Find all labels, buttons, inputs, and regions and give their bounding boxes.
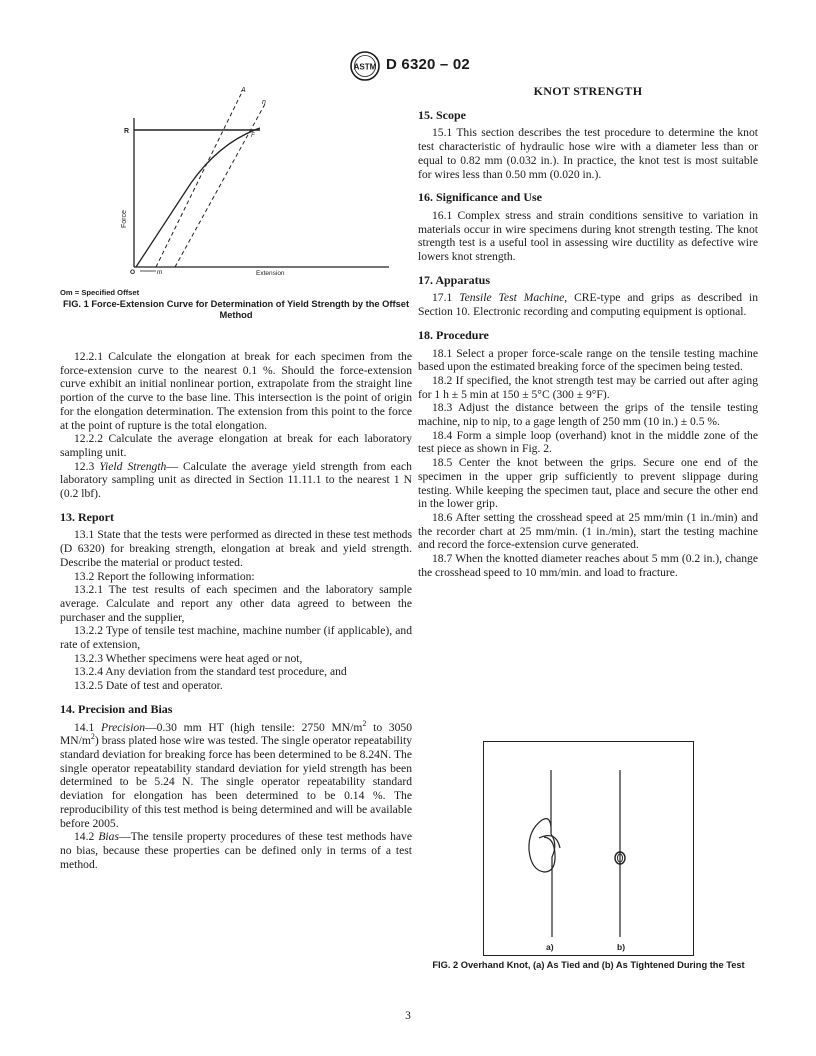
figure-1 <box>60 80 412 330</box>
paragraph-18-5: 18.5 Center the knot between the grips. Secure one end of the specimen in the upper grip sufficiently to prevent slippage during testing. While keeping the specimen taut, place and secure the other end in the lower grip. <box>418 456 758 511</box>
force-extension-curve <box>136 128 260 267</box>
figure-1-note: Om = Specified Offset <box>60 288 140 297</box>
section-15-heading: 15. Scope <box>418 107 466 122</box>
paragraph-17-1: 17.1 Tensile Test Machine, CRE-type and grips as described in Section 10. Electronic recording and computing equipment is optional. <box>418 291 758 319</box>
paragraph-14-2: 14.2 Bias—The tensile property procedures of these test methods have no bias, because these properties can be defined only in terms of a test method. <box>60 830 412 871</box>
label-a: A <box>241 87 246 94</box>
standard-designation: D 6320 – 02 <box>386 56 470 73</box>
paragraph-18-6: 18.6 After setting the crosshead speed at 25 mm/min (1 in./min) and the recorder chart at 25 mm/min. (1 in./min), start the testing machine and record the force-extension curve generated. <box>418 510 758 552</box>
label-r: R <box>124 128 130 135</box>
document-header <box>0 50 816 84</box>
paragraph-16-1: 16.1 Complex stress and strain conditions sensitive to variation in materials occur in wire specimens during knot strength testing. The knot strength test is a useful tool in assessing wire ductility as defective wire lowers knot strength. <box>418 208 758 264</box>
paragraph-12-2-2: 12.2.2 Calculate the average elongation at break for each laboratory sampling unit. <box>60 432 412 459</box>
paragraph-18-1: 18.1 Select a proper force-scale range on the tensile testing machine based upon the estimated breaking force of the specimen being tested. <box>418 346 758 374</box>
section-17-heading: 17. Apparatus <box>418 272 491 287</box>
label-f: F <box>251 133 255 139</box>
force-extension-plot <box>60 80 412 310</box>
section-18-heading: 18. Procedure <box>418 327 489 342</box>
label-a-knot: a) <box>546 942 554 952</box>
paragraph-13-2-4: 13.2.4 Any deviation from the standard test procedure, and <box>74 665 347 679</box>
left-column <box>60 80 412 871</box>
overhand-knot-drawing <box>484 742 693 955</box>
offset-line-n <box>175 104 265 267</box>
section-13-heading: 13. Report <box>60 509 114 524</box>
loose-knot-loop <box>539 836 560 848</box>
label-b-knot: b) <box>617 942 626 952</box>
paragraph-18-7: 18.7 When the knotted diameter reaches about 5 mm (0.2 in.), change the crosshead speed to 10 mm/min. and load to fracture. <box>418 552 758 579</box>
section-16-heading: 16. Significance and Use <box>418 190 543 205</box>
right-column <box>418 85 758 580</box>
loose-knot-tail <box>551 834 555 937</box>
paragraph-18-3: 18.3 Adjust the distance between the grips of the tensile testing machine, nip to nip, to a gage length of 250 mm (10 in.) ± 0.5 %. <box>418 401 758 429</box>
paragraph-13-2-1: 13.2.1 The test results of each specimen and the laboratory sample average. Calculate and report any other data agreed to between the purchaser and the supplier, <box>60 583 412 624</box>
paragraph-18-2: 18.2 If specified, the knot strength test may be carried out after aging for 1 h ± 5 min at 150 ± 5°C (300 ± 9°F). <box>418 373 758 401</box>
figure-1-caption: FIG. 1 Force-Extension Curve for Determination of Yield Strength by the Offset Method <box>62 299 410 320</box>
paragraph-14-1: 14.1 Precision—0.30 mm HT (high tensile: 2750 $MN/m^2$ to 3050 $MN/m^2$) brass plated hose wire was tested. The single operator repeatability standard deviation for breaking force has been determined to be 8.24N. The single operator repeatability standard deviation for yield strength has been determined to be 5.24 N. The single operator repeatability standard deviation for elongation has been determined to be 0.14 %. The reproducibility of this test method is being determined and will be available before 2005. <box>60 718 412 830</box>
paragraph-13-2-3: 13.2.3 Whether specimens were heat aged or not, <box>74 651 303 665</box>
label-n: n <box>262 99 266 106</box>
paragraph-13-1: 13.1 State that the tests were performed as directed in these test methods (D 6320) for breaking strength, elongation at break and yield strength. Describe the material or product tested. <box>60 528 412 569</box>
label-o: O <box>130 269 136 276</box>
section-14-heading: 14. Precision and Bias <box>60 701 173 716</box>
svg-text:ASTM: ASTM <box>353 62 377 72</box>
paragraph-12-3: 12.3 Yield Strength— Calculate the average yield strength from each laboratory sampling unit as directed in Section 11.11.1 to the nearest 1 N (0.2 lbf). <box>60 459 412 501</box>
paragraph-13-2: 13.2 Report the following information: <box>74 569 255 583</box>
label-m: m <box>157 269 163 276</box>
loose-knot-strand <box>529 770 555 872</box>
paragraph-13-2-2: 13.2.2 Type of tensile test machine, machine number (if applicable), and rate of extension, <box>60 624 412 652</box>
figure-2-caption: FIG. 2 Overhand Knot, (a) As Tied and (b) As Tightened During the Test <box>432 960 745 970</box>
paragraph-15-1: 15.1 This section describes the test procedure to determine the knot test characteristic of hydraulic hose wire with a diameter less than or equal to 0.82 mm (0.032 in.). In practice, the knot test is most suitable for wires less than 0.50 mm (0.020 in.). <box>418 126 758 181</box>
extension-axis-label: Extension <box>256 270 285 277</box>
paragraph-12-2-1: 12.2.1 Calculate the elongation at break for each specimen from the force-extension curve to the nearest 0.1 %. Should the force-extension curve exhibit an initial nonlinear portion, extrapolate from the straight line portion of the curve to the base line. This intersection is the point of origin for the elongation determination. The extension from this point to the force at the point of rupture is the total elongation. <box>60 350 412 432</box>
page-number: 3 <box>405 1010 411 1022</box>
paragraph-13-2-5: 13.2.5 Date of test and operator. <box>74 679 223 693</box>
figure-2 <box>483 741 694 956</box>
paragraph-18-4: 18.4 Form a simple loop (overhand) knot in the middle zone of the test piece as shown in Fig. 2. <box>418 428 758 456</box>
astm-logo-icon <box>349 50 381 82</box>
offset-line-a <box>156 90 243 267</box>
knot-strength-title: KNOT STRENGTH <box>533 84 643 98</box>
force-axis-label: Force <box>121 210 128 228</box>
